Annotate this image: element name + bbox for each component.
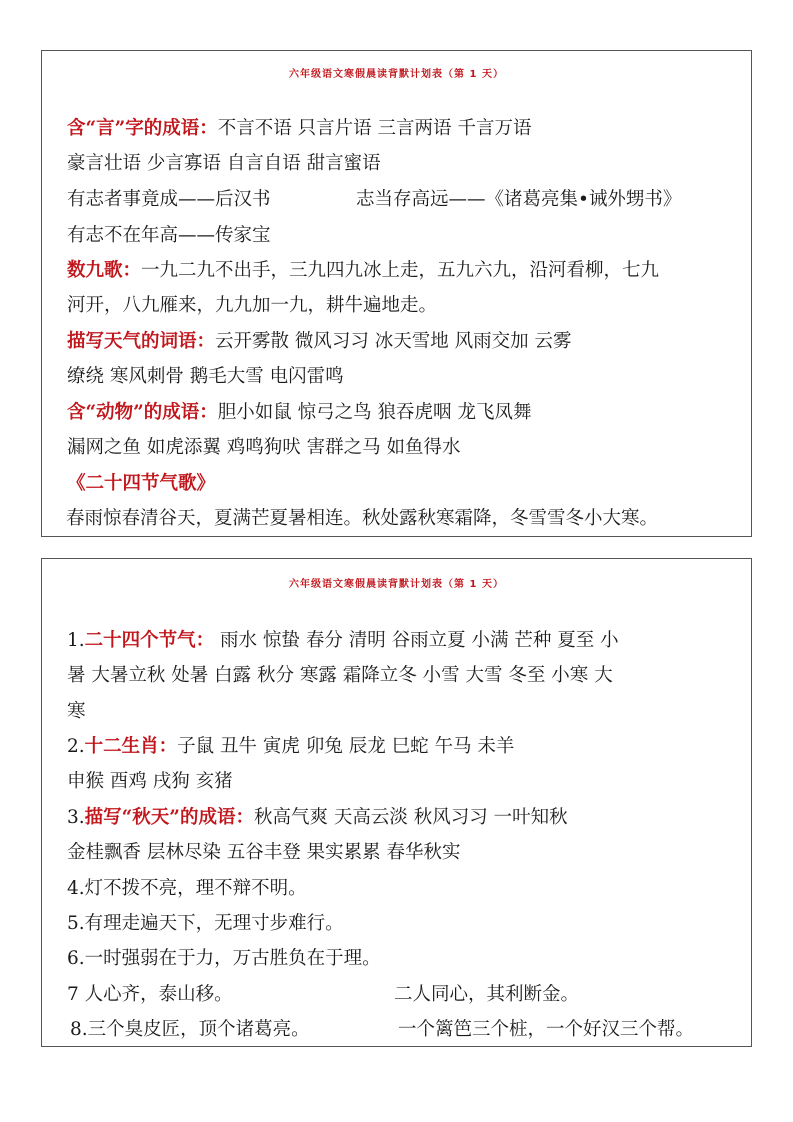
line-text: 不言不语 只言片语 三言两语 千言万语 [217,118,532,139]
card-title: 六年级语文寒假晨读背默计划表（第 1 天） [289,579,504,590]
line-text: 缭绕 寒风刺骨 鹅毛大雪 电闪雷鸣 [67,366,344,387]
text-line [67,259,659,283]
line-text: 暑 大暑立秋 处暑 白露 秋分 寒露 霜降立冬 小雪 大雪 冬至 小寒 大 [67,665,613,686]
section-label: 含“动物”的成语： [67,402,218,423]
section-label: 二十四个节气： [84,630,215,651]
line-text: 金桂飘香 层林尽染 五谷丰登 果实累累 春华秋实 [67,842,461,863]
line-text: 申猴 酉鸡 戌狗 亥猪 [67,771,233,792]
plan-card-1 [41,50,752,537]
section-label: 描写天气的词语： [67,331,216,352]
text-line [67,912,344,936]
text-line [67,117,531,141]
line-text: 子鼠 丑牛 寅虎 卯兔 辰龙 巳蛇 午马 未羊 [177,736,515,757]
text-line [70,1018,695,1042]
text-line [67,664,613,688]
text-line [67,365,344,389]
text-line [67,983,580,1007]
item-number: 3. [67,807,85,828]
line-text: 豪言壮语 少言寡语 自言自语 甜言蜜语 [67,153,381,174]
text-line [67,188,682,212]
text-line [67,330,572,354]
line-text: 秋高气爽 天高云淡 秋风习习 一叶知秋 [253,807,568,828]
text-line [67,806,568,830]
text-line [67,152,381,176]
line-text: 8.三个臭皮匠，顶个诸葛亮。 [70,1019,310,1040]
line-text: 漏网之鱼 如虎添翼 鸡鸣狗吠 害群之马 如鱼得水 [67,437,461,458]
text-line [67,401,531,425]
text-line [67,947,381,971]
section-label: 《二十四节气歌》 [67,473,216,494]
line-text: 一个篱笆三个桩，一个好汉三个帮。 [398,1019,695,1040]
text-line [67,770,233,794]
line-text: 有志者事竟成——后汉书 [67,189,271,210]
line-text: 胆小如鼠 惊弓之鸟 狼吞虎咽 龙飞凤舞 [217,402,532,423]
line-text: 寒 [67,701,86,722]
item-number: 1. [67,630,85,651]
card-title: 六年级语文寒假晨读背默计划表（第 1 天） [289,69,504,80]
text-line [67,735,514,759]
line-text: 7 人心齐，泰山移。 [67,984,233,1005]
section-label: 描写“秋天”的成语： [84,807,254,828]
text-line [67,700,86,724]
line-text: 河开，八九雁来，九九加一九，耕牛遍地走。 [67,295,438,316]
line-text: 云开雾散 微风习习 冰天雪地 风雨交加 云雾 [215,331,572,352]
text-line [67,472,215,496]
text-line [66,507,658,531]
line-text: 春雨惊春清谷天，夏满芒夏暑相连。秋处露秋寒霜降，冬雪雪冬小大寒。 [66,508,659,529]
text-line [67,877,307,901]
item-number: 2. [67,736,85,757]
line-text: 有志不在年高——传家宝 [67,225,271,246]
text-line [67,224,271,248]
text-line [67,294,437,318]
line-text: 志当存高远——《诸葛亮集•诫外甥书》 [356,189,682,210]
line-text: 5.有理走遍天下，无理寸步难行。 [67,913,344,934]
plan-card-2 [41,558,752,1047]
text-line [67,841,461,865]
section-label: 数九歌： [67,260,142,281]
text-line [67,436,461,460]
line-text: 二人同心，其利断金。 [394,984,580,1005]
text-line [67,629,619,653]
line-text: 雨水 惊蛰 春分 清明 谷雨立夏 小满 芒种 夏至 小 [214,630,619,651]
line-text: 6.一时强弱在于力，万古胜负在于理。 [67,948,381,969]
line-text: 4.灯不拨不亮，理不辩不明。 [67,878,307,899]
section-label: 十二生肖： [84,736,178,757]
section-label: 含“言”字的成语： [67,118,218,139]
line-text: 一九二九不出手，三九四九冰上走，五九六九，沿河看柳，七九 [141,260,660,281]
